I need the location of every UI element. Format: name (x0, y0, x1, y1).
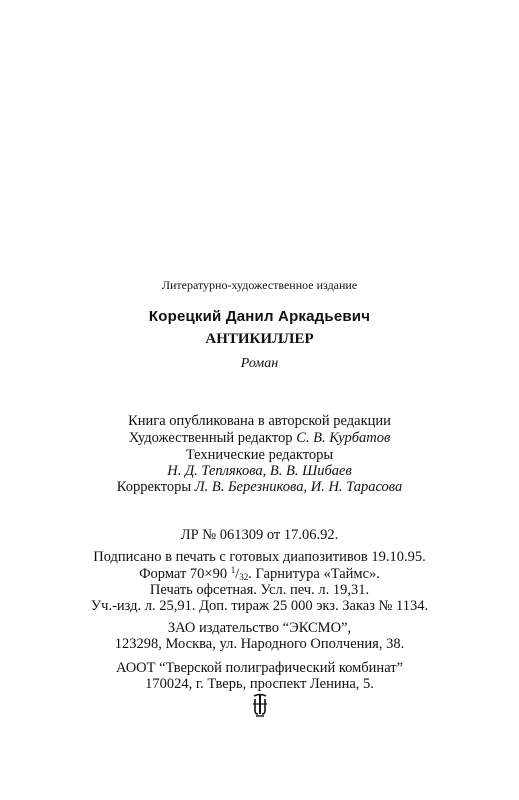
run-info: Уч.-изд. л. 25,91. Доп. тираж 25 000 экз. Заказ № 1134. (90, 598, 429, 614)
format-fraction-separator: / (235, 566, 240, 582)
format-line (0, 566, 519, 582)
format-prefix: Формат 70×90 (139, 566, 228, 582)
printer-monogram-logo-icon (250, 693, 270, 717)
correctors-names: Л. В. Березникова, И. Н. Тарасова (194, 479, 403, 495)
tech-editors-label: Технические редакторы (185, 447, 334, 463)
book-title: АНТИКИЛЛЕР (205, 331, 314, 347)
tech-editors-names: Н. Д. Теплякова, В. В. Шибаев (167, 463, 352, 479)
art-editor-name: С. В. Курбатов (296, 430, 391, 446)
publisher-name: ЗАО издательство “ЭКСМО”, (167, 620, 352, 636)
art-editor-line (0, 431, 519, 446)
correctors-line (0, 480, 519, 495)
signed-to-print: Подписано в печать с готовых диапозитивов 19.10.95. (93, 549, 426, 565)
publisher-address: 123298, Москва, ул. Народного Ополчения, 38. (114, 636, 405, 652)
edition-type: Литературно-художественное издание (161, 278, 358, 292)
correctors-label: Корректоры (116, 479, 192, 495)
published-note: Книга опубликована в авторской редакции (128, 413, 391, 429)
format-suffix: . Гарнитура «Таймс». (248, 566, 380, 582)
format-fraction-numerator: 1 (230, 565, 236, 575)
author-name: Корецкий Данил Аркадьевич (148, 308, 371, 325)
license-number: ЛР № 061309 от 17.06.92. (180, 527, 339, 543)
art-editor-label: Художественный редактор (128, 430, 293, 446)
format-fraction-denominator: 32 (239, 572, 249, 582)
book-genre: Роман (240, 356, 279, 371)
printing-info: Печать офсетная. Усл. печ. л. 19,31. (149, 582, 370, 598)
printer-address: 170024, г. Тверь, проспект Ленина, 5. (145, 676, 374, 692)
printer-name: АООТ “Тверской полиграфический комбинат” (115, 660, 404, 676)
